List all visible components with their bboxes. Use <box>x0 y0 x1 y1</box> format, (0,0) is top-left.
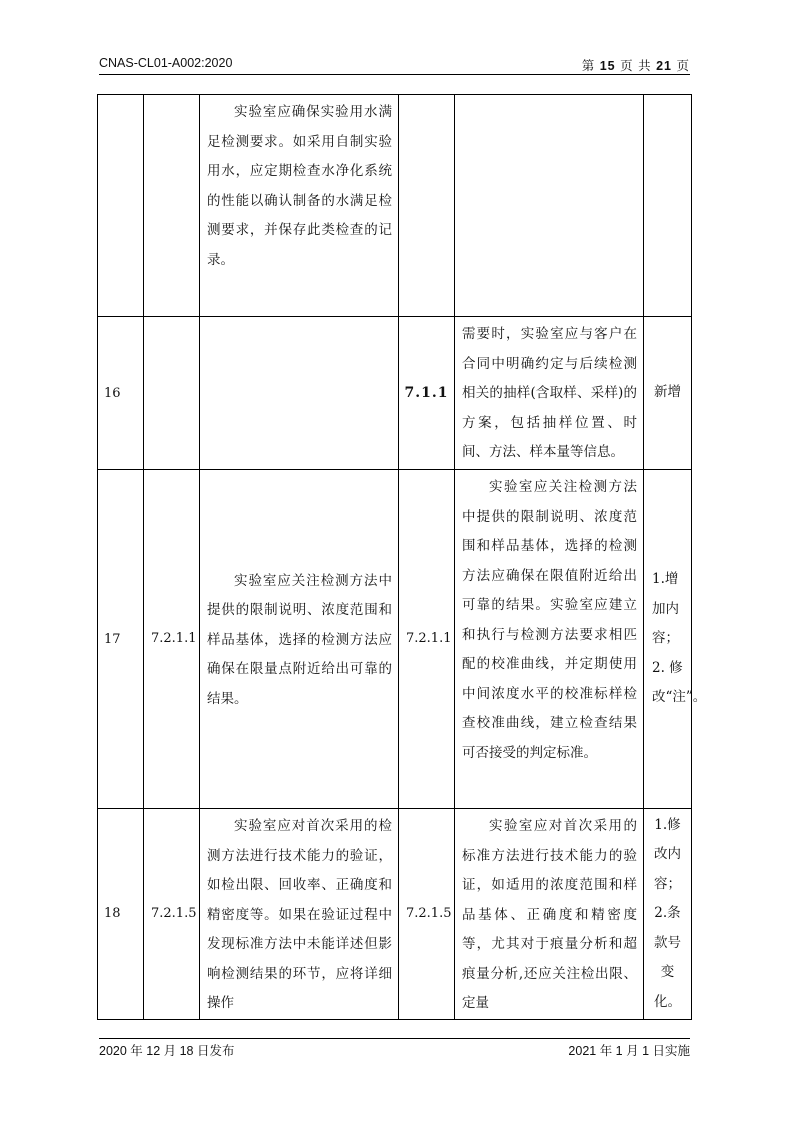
page-number: 15 <box>599 59 616 73</box>
old-clause: 7.2.1.1 <box>144 470 200 809</box>
old-text: 实验室应关注检测方法中提供的限制说明、浓度范围和样品基体，选择的检测方法应确保在限量点附近给出可靠的结果。 <box>200 470 399 809</box>
row-number: 16 <box>98 317 144 470</box>
old-clause: 7.2.1.5 <box>144 809 200 1020</box>
new-text: 需要时，实验室应与客户在合同中明确约定与后续检测相关的抽样(含取样、采样)的方案，包括抽样位置、时间、方法、样本量等信息。 <box>455 317 644 470</box>
new-text <box>455 95 644 317</box>
row-number <box>98 95 144 317</box>
page-footer <box>99 1041 690 1061</box>
table-row <box>98 317 692 470</box>
change-note: 1.修改内容；2.条款号变化。 <box>644 809 692 1020</box>
row-number: 17 <box>98 470 144 809</box>
page-header <box>99 56 690 76</box>
change-note: 1.增加内容；2. 修改“注”。 <box>644 470 692 809</box>
effective-date: 2021 年 1 月 1 日实施 <box>568 1044 690 1058</box>
change-note <box>644 95 692 317</box>
issue-date: 2020 年 12 月 18 日发布 <box>99 1044 235 1058</box>
old-text: 实验室应对首次采用的检测方法进行技术能力的验证，如检出限、回收率、正确度和精密度等。如果在验证过程中发现标准方法中未能详述但影响检测结果的环节，应将详细操作 <box>200 809 399 1020</box>
new-clause: 7.2.1.5 <box>399 809 455 1020</box>
document-id: CNAS-CL01-A002:2020 <box>99 56 233 70</box>
footer-rule <box>99 1038 690 1039</box>
new-text: 实验室应对首次采用的标准方法进行技术能力的验证，如适用的浓度范围和样品基体、正确度和精密度等，尤其对于痕量分析和超痕量分析,还应关注检出限、定量 <box>455 809 644 1020</box>
row-number: 18 <box>98 809 144 1020</box>
new-clause: 7.1.1 <box>399 317 455 470</box>
old-clause <box>144 95 200 317</box>
old-clause <box>144 317 200 470</box>
new-clause <box>399 95 455 317</box>
table-row <box>98 809 692 1020</box>
new-text: 实验室应关注检测方法中提供的限制说明、浓度范围和样品基体，选择的检测方法应确保在限值附近给出可靠的结果。实验室应建立和执行与检测方法要求相匹配的校准曲线，并定期使用中间浓度水平的校准标样检查校准曲线，建立检查结果可否接受的判定标准。 <box>455 470 644 809</box>
total-pages: 21 <box>656 59 672 73</box>
table-row <box>98 95 692 317</box>
table-row <box>98 470 692 809</box>
old-text <box>200 317 399 470</box>
header-rule <box>99 74 690 75</box>
new-clause: 7.2.1.1 <box>399 470 455 809</box>
page-indicator: 第 15 页 共 21 页 <box>581 59 690 73</box>
old-text: 实验室应确保实验用水满足检测要求。如采用自制实验用水，应定期检查水净化系统的性能以确认制备的水满足检测要求，并保存此类检查的记录。 <box>200 95 399 317</box>
change-note: 新增 <box>644 317 692 470</box>
comparison-table <box>97 94 707 1020</box>
